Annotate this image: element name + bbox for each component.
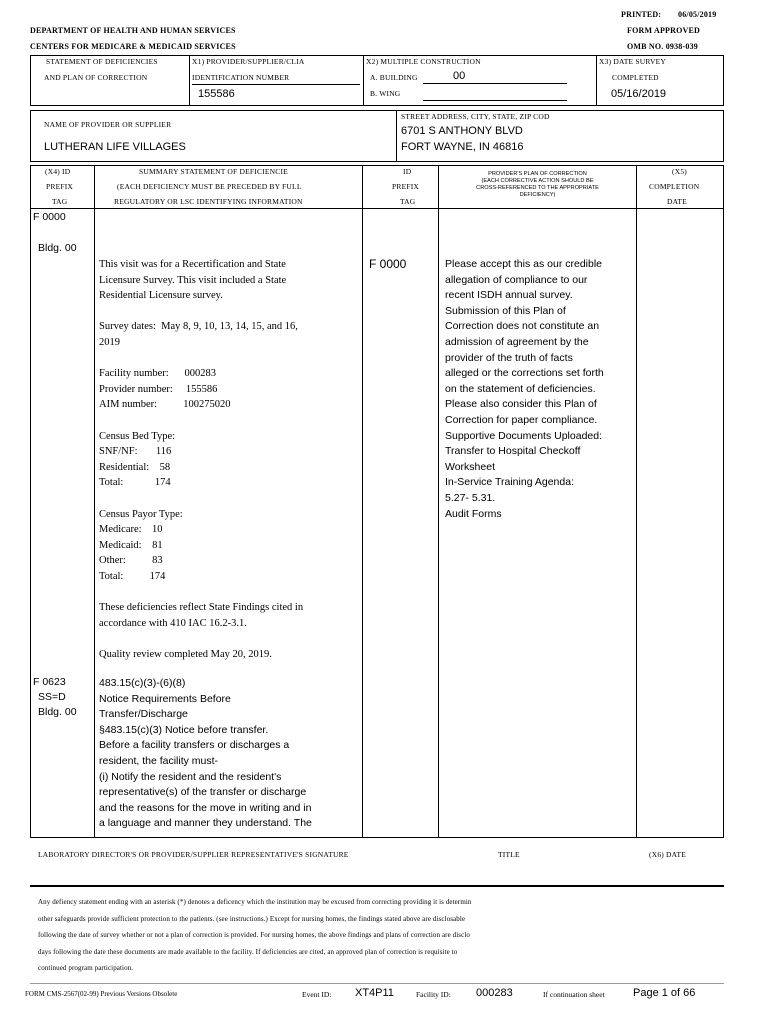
rule (363, 55, 364, 106)
x1-label-line2: IDENTIFICATION NUMBER (192, 73, 290, 82)
event-id-label: Event ID: (302, 990, 332, 999)
signature-label: LABORATORY DIRECTOR'S OR PROVIDER/SUPPLIER REPRESENTATIVE'S SIGNATURE (38, 850, 349, 859)
provider-name-label: NAME OF PROVIDER OR SUPPLIER (44, 120, 172, 129)
building-label: A. BUILDING (370, 73, 418, 82)
statement-label-line2: AND PLAN OF CORRECTION (44, 73, 148, 82)
rule (30, 110, 31, 162)
wing-label: B. WING (370, 89, 401, 98)
x3-label-line1: X3) DATE SURVEY (599, 57, 666, 66)
summary-statement-f0000: This visit was for a Recertification and State Licensure Survey. This visit included a State Residential Licensure survey. Survey dates: May 8, 9, 10, 13, 14, 15, and 16, 2019 Facility number: 000283 Provider number: 155586 AIM number: 100275020 Census Bed Type: SNF/NF: 116 Residential: 58 Total: 174 Census Payor Type: Medicare: 10 Medicaid: 81 Other: 83 Total: 174 These deficiencies reflect State Findings cited in accordance with 410 IAC 16.2-3.1. Quality review completed May 20, 2019. (99, 259, 304, 660)
x5-header-line2: COMPLETION (649, 182, 700, 191)
rule (723, 55, 724, 106)
building-value: 00 (453, 70, 466, 82)
provider-name: LUTHERAN LIFE VILLAGES (44, 141, 186, 153)
prefix-tag-f0000: F 0000 (33, 211, 66, 223)
building-tag-1: Bldg. 00 (38, 242, 77, 254)
event-id-value: XT4P11 (355, 987, 394, 999)
street-address-label: STREET ADDRESS, CITY, STATE, ZIP COD (401, 112, 550, 121)
rule (423, 83, 567, 84)
x4-header-line2: PREFIX (46, 182, 74, 191)
plan-of-correction-text: Please accept this as our credible allegation of compliance to our recent ISDH annual survey. Submission of this Plan of Correction does not constitute an admission of agreement by the provider of the truth of facts alleged or the corrections set forth on the statement of deficiencies. Please also consider this Plan of Correction for paper compliance. Supportive Documents Uploaded: Transfer to Hospital Checkoff Worksheet In-Service Training Agenda: 5.27- 5.31. Audit Forms (445, 258, 604, 520)
building-tag-2: Bldg. 00 (38, 706, 77, 718)
rule (30, 55, 31, 106)
x5-header-line3: DATE (667, 197, 687, 206)
x2-label: X2) MULTIPLE CONSTRUCTION (366, 57, 481, 66)
plan-of-correction-header: PROVIDER'S PLAN OF CORRECTION (EACH CORRECTIVE ACTION SHOULD BE CROSS-REFERENCED TO THE APPROPRIATE DEFICIENCY) (476, 171, 599, 198)
rule (30, 55, 724, 56)
page-number: Page 1 of 66 (633, 987, 696, 999)
rule (723, 110, 724, 162)
summary-statement-f0623: 483.15(c)(3)-(6)(8) Notice Requirements Before Transfer/Discharge §483.15(c)(3) Notice before transfer. Before a facility transfers or discharges a resident, the facility must- (i) Notify the resident and the resident's representative(s) of the transfer or discharge and the reasons for the move in writing and in a language and manner they understand. The (99, 677, 312, 830)
rule (30, 208, 724, 209)
street-address: 6701 S ANTHONY BLVD (401, 125, 523, 137)
rule (94, 165, 95, 838)
form-number: FORM CMS-2567(02-99) Previous Versions Obsolete (25, 990, 178, 998)
summary-header-line1: SUMMARY STATEMENT OF DEFICIENCIE (139, 167, 288, 176)
rule (189, 55, 190, 106)
x3-label-line2: COMPLETED (612, 73, 659, 82)
id-header-line3: TAG (400, 197, 416, 206)
rule (192, 84, 360, 85)
printed-date: 06/05/2019 (678, 10, 717, 19)
centers-title: CENTERS FOR MEDICARE & MEDICAID SERVICES (30, 42, 236, 51)
x4-header-line1: (X4) ID (45, 167, 71, 176)
x1-label-line1: X1) PROVIDER/SUPPLIER/CLIA (192, 57, 305, 66)
continuation-label: If continuation sheet (543, 990, 605, 999)
provider-number: 155586 (198, 88, 235, 100)
facility-id-value: 000283 (476, 987, 513, 999)
id-header-line1: ID (403, 167, 412, 176)
rule (30, 837, 724, 838)
id-header-line2: PREFIX (392, 182, 420, 191)
summary-header-line2: (EACH DEFICIENCY MUST BE PRECEDED BY FULL (117, 182, 302, 191)
rule (723, 165, 724, 838)
city-state-zip: FORT WAYNE, IN 46816 (401, 141, 524, 153)
x6-date-label: (X6) DATE (649, 850, 687, 859)
x5-header-line1: (X5) (672, 167, 687, 176)
printed-label: PRINTED: (621, 10, 662, 19)
survey-completed-date: 05/16/2019 (611, 88, 667, 100)
rule (30, 110, 724, 111)
rule (30, 105, 724, 106)
summary-header-line3: REGULATORY OR LSC IDENTIFYING INFORMATION (114, 197, 303, 206)
rule (362, 165, 363, 838)
omb-number: OMB NO. 0938-039 (627, 42, 698, 51)
rule (30, 885, 724, 887)
scope-severity-tag: SS=D (38, 691, 66, 703)
prefix-tag-f0623: F 0623 (33, 676, 66, 688)
form-approved-label: FORM APPROVED (627, 26, 701, 35)
title-label: TITLE (498, 850, 520, 859)
rule (596, 55, 597, 106)
statement-label-line1: STATEMENT OF DEFICIENCIES (46, 57, 158, 66)
rule (423, 100, 567, 101)
rule (396, 110, 397, 162)
rule (636, 165, 637, 838)
rule (438, 165, 439, 838)
rule (30, 983, 724, 984)
disclaimer-text: Any defiency statement ending with an asterisk (*) denotes a deficency which the institution may be excused from correcting providing it is determin other safeguards provide sufficient protection to the patients. (see instructions.) Except for nursing homes, the findings stated above are disclosable following the date of survey whether or not a plan of correction is provided. For nursing homes, the above findings and plans of correction are disclo days following the date these documents are made available to the facility. If deficiencies are cited, an approved plan of correction is requisite to continued program participation. (38, 898, 472, 972)
id-prefix-tag-f0000: F 0000 (369, 257, 407, 271)
rule (30, 165, 724, 166)
x4-header-line3: TAG (52, 197, 68, 206)
rule (30, 161, 724, 162)
facility-id-label: Facility ID: (416, 990, 451, 999)
department-title: DEPARTMENT OF HEALTH AND HUMAN SERVICES (30, 26, 236, 35)
rule (30, 165, 31, 838)
